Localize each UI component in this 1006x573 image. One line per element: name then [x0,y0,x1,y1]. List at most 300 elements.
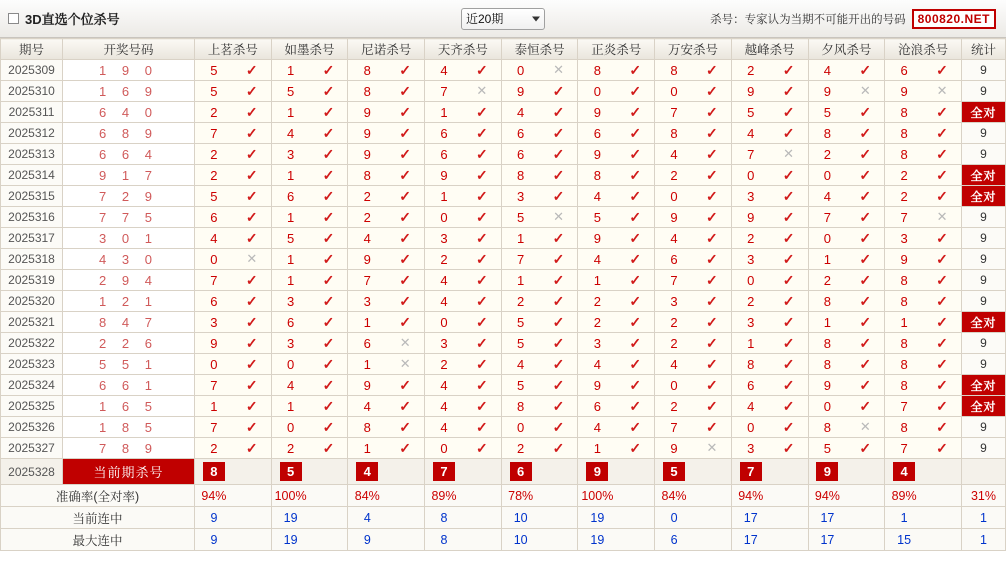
cell-kill-number: 0 [808,228,846,249]
cell-kill-number: 1 [731,333,769,354]
cell-kill-number: 8 [501,165,539,186]
hit-check-icon: ✓ [245,292,258,309]
cell-kill-number: 7 [195,270,233,291]
cell-result-mark [310,438,348,459]
cell-kill-number: 1 [271,396,309,417]
cell-kill-number: 9 [578,102,616,123]
cell-period: 2025326 [1,417,63,438]
cell-result-mark [923,228,961,249]
cell-result-mark [386,354,424,375]
cell-result-mark [310,270,348,291]
cell-kill-number: 4 [578,249,616,270]
period-select[interactable] [461,8,545,30]
hit-check-icon: ✓ [245,145,258,162]
hit-check-icon: ✓ [399,145,411,162]
cell-kill-number: 0 [655,186,693,207]
hit-check-icon: ✓ [629,61,642,78]
cell-kill-number: 7 [885,207,923,228]
cell-kill-number: 3 [731,186,769,207]
stats-value-pad [693,529,731,551]
cell-draw-numbers: 7 2 9 [63,186,195,207]
cell-result-mark [923,333,961,354]
cell-result-mark [923,123,961,144]
cell-period: 2025319 [1,270,63,291]
hit-check-icon: ✓ [936,439,948,456]
current-kill-number-badge: 8 [203,462,225,481]
kill-number-table [0,38,1006,551]
cell-kill-number: 6 [578,123,616,144]
cell-draw-numbers: 6 8 9 [63,123,195,144]
cell-kill-number: 2 [195,102,233,123]
cell-kill-number: 4 [348,228,386,249]
hit-check-icon: ✓ [399,397,411,414]
cell-kill-number: 1 [425,102,463,123]
column-header-expert-4: 泰恒杀号 [501,39,578,60]
hit-check-icon: ✓ [322,124,335,141]
hit-check-icon: ✓ [782,355,795,372]
cell-kill-number: 1 [271,165,309,186]
hit-check-icon: ✓ [552,166,565,183]
stats-value: 10 [501,529,539,551]
cell-result-mark [693,291,731,312]
period-select-value: 近20期 [466,12,504,26]
cell-result-mark [693,186,731,207]
cell-result-mark [770,60,808,81]
cell-result-mark [540,354,578,375]
cell-kill-number: 3 [655,291,693,312]
cell-total: 9 [962,438,1006,459]
cell-result-mark [616,228,654,249]
hit-check-icon: ✓ [475,439,488,456]
cell-current-blank [770,459,808,485]
cell-result-mark [233,333,271,354]
cell-kill-number: 9 [578,228,616,249]
hit-check-icon: ✓ [475,187,488,204]
cell-result-mark [233,396,271,417]
table-row [1,60,1006,81]
cell-kill-number: 4 [501,354,539,375]
stats-value-pad [923,485,961,507]
cell-result-mark [923,270,961,291]
cell-kill-number: 5 [195,186,233,207]
cell-kill-number: 2 [885,186,923,207]
cell-result-mark [386,438,424,459]
cell-draw-numbers: 1 9 0 [63,60,195,81]
cell-kill-number: 4 [731,123,769,144]
hit-check-icon: ✓ [322,166,335,183]
cell-result-mark [310,228,348,249]
stats-row [1,507,1006,529]
cell-current-blank [463,459,501,485]
cell-result-mark [540,291,578,312]
cell-current-kill-number [808,459,846,485]
stats-value: 94% [731,485,769,507]
cell-draw-numbers: 8 4 7 [63,312,195,333]
hit-check-icon: ✓ [629,292,642,309]
cell-kill-number: 4 [578,186,616,207]
hit-check-icon: ✓ [322,439,335,456]
cell-kill-number: 7 [731,144,769,165]
cell-result-mark [693,228,731,249]
cell-result-mark [463,102,501,123]
table-row [1,228,1006,249]
cell-current-kill-number [271,459,309,485]
cell-kill-number: 2 [655,312,693,333]
cell-result-mark [770,123,808,144]
hit-check-icon: ✓ [629,418,642,435]
cell-result-mark [923,60,961,81]
cell-kill-number: 9 [195,333,233,354]
cell-kill-number: 8 [885,123,923,144]
cell-kill-number: 4 [271,123,309,144]
cell-result-mark [770,312,808,333]
hit-check-icon: ✓ [706,229,718,246]
cell-current-blank [616,459,654,485]
current-kill-number-badge: 4 [893,462,915,481]
hit-check-icon: ✓ [399,187,411,204]
cell-result-mark [770,354,808,375]
cell-result-mark [463,207,501,228]
cell-result-mark [770,144,808,165]
cell-kill-number: 6 [425,144,463,165]
period-select-group[interactable] [461,8,545,30]
hit-check-icon: ✓ [859,229,872,246]
stats-value-pad [923,529,961,551]
cell-draw-numbers: 3 0 1 [63,228,195,249]
hit-check-icon: ✓ [322,355,335,372]
cell-result-mark [540,438,578,459]
cell-result-mark [310,123,348,144]
hit-check-icon: ✓ [399,313,411,330]
cell-current-blank [846,459,884,485]
cell-result-mark [540,396,578,417]
hit-check-icon: ✓ [322,292,335,309]
cell-kill-number: 8 [808,291,846,312]
cell-result-mark [540,186,578,207]
cell-result-mark [540,417,578,438]
cell-kill-number: 8 [348,60,386,81]
hit-check-icon: ✓ [706,187,718,204]
cell-result-mark [310,396,348,417]
current-kill-number-badge: 4 [356,462,378,481]
hit-check-icon: ✓ [782,103,795,120]
page-title-group [8,9,120,28]
stats-value-pad [846,529,884,551]
hit-check-icon: ✓ [859,166,872,183]
stats-row [1,485,1006,507]
stats-value: 8 [425,507,463,529]
cell-kill-number: 2 [808,144,846,165]
cell-result-mark [463,81,501,102]
cell-current-total [962,459,1006,485]
hit-check-icon: ✓ [859,250,872,267]
table-row [1,102,1006,123]
cell-kill-number: 0 [425,438,463,459]
hit-check-icon: ✓ [245,439,258,456]
hit-check-icon: ✓ [399,124,411,141]
cell-period: 2025318 [1,249,63,270]
cell-result-mark [463,186,501,207]
cell-current-blank [233,459,271,485]
hit-check-icon: ✓ [936,313,948,330]
stats-total: 1 [962,507,1006,529]
hit-check-icon: ✓ [782,313,795,330]
table-row [1,438,1006,459]
cell-kill-number: 9 [348,249,386,270]
hit-check-icon: ✓ [629,313,642,330]
hit-check-icon: ✓ [782,439,795,456]
hit-check-icon: ✓ [629,397,642,414]
cell-result-mark [923,249,961,270]
cell-kill-number: 4 [195,228,233,249]
cell-kill-number: 5 [501,312,539,333]
cell-result-mark [386,102,424,123]
cell-kill-number: 2 [195,144,233,165]
cell-kill-number: 1 [195,396,233,417]
stats-value-pad [846,485,884,507]
hit-check-icon: ✓ [859,292,872,309]
hit-check-icon: ✓ [936,418,948,435]
cell-kill-number: 8 [885,375,923,396]
cell-kill-number: 8 [885,291,923,312]
column-header-expert-7: 越峰杀号 [731,39,808,60]
miss-cross-icon: ✕ [706,440,718,455]
stats-value-pad [616,507,654,529]
cell-kill-number: 8 [655,123,693,144]
cell-result-mark [616,186,654,207]
cell-result-mark [386,249,424,270]
cell-kill-number: 8 [501,396,539,417]
cell-period: 2025314 [1,165,63,186]
hit-check-icon: ✓ [859,271,872,288]
hit-check-icon: ✓ [629,229,642,246]
cell-result-mark [540,81,578,102]
cell-result-mark [693,270,731,291]
cell-result-mark [846,207,884,228]
cell-result-mark [693,249,731,270]
header-note: 杀号：专家认为当期不可能开出的号码 [710,13,906,26]
cell-result-mark [463,333,501,354]
cell-result-mark [693,333,731,354]
cell-kill-number: 0 [655,375,693,396]
cell-kill-number: 9 [348,102,386,123]
cell-result-mark [386,396,424,417]
hit-check-icon: ✓ [859,208,872,225]
cell-period: 2025309 [1,60,63,81]
hit-check-icon: ✓ [552,82,565,99]
cell-period: 2025317 [1,228,63,249]
stats-value-pad [310,507,348,529]
cell-kill-number: 2 [655,333,693,354]
cell-result-mark [540,165,578,186]
hit-check-icon: ✓ [399,439,411,456]
cell-kill-number: 2 [425,249,463,270]
cell-result-mark [616,81,654,102]
cell-kill-number: 3 [271,333,309,354]
cell-result-mark [770,81,808,102]
hit-check-icon: ✓ [552,313,565,330]
stats-value: 19 [578,507,616,529]
cell-kill-number: 2 [578,312,616,333]
cell-kill-number: 2 [655,396,693,417]
hit-check-icon: ✓ [552,376,565,393]
cell-kill-number: 4 [425,291,463,312]
current-kill-number-badge: 6 [510,462,532,481]
cell-kill-number: 9 [885,81,923,102]
cell-kill-number: 6 [271,186,309,207]
hit-check-icon: ✓ [782,82,795,99]
hit-check-icon: ✓ [475,166,488,183]
cell-current-kill-number [195,459,233,485]
cell-kill-number: 8 [885,417,923,438]
cell-kill-number: 4 [425,417,463,438]
cell-result-mark [846,375,884,396]
cell-kill-number: 0 [501,60,539,81]
cell-result-mark [386,312,424,333]
miss-cross-icon: ✕ [553,209,564,224]
cell-kill-number: 4 [808,186,846,207]
miss-cross-icon: ✕ [476,83,488,98]
hit-check-icon: ✓ [475,313,488,330]
cell-result-mark [616,396,654,417]
hit-check-icon: ✓ [399,271,411,288]
stats-label: 准确率(全对率) [1,485,195,507]
toolbar [0,0,1006,38]
cell-kill-number: 9 [578,144,616,165]
cell-result-mark [616,333,654,354]
cell-kill-number: 6 [271,312,309,333]
hit-check-icon: ✓ [322,250,335,267]
column-header-expert-2: 尼诺杀号 [348,39,425,60]
cell-total: 9 [962,291,1006,312]
stats-value: 89% [885,485,923,507]
hit-check-icon: ✓ [859,439,872,456]
cell-kill-number: 3 [731,438,769,459]
hit-check-icon: ✓ [475,208,488,225]
cell-kill-number: 5 [808,102,846,123]
stats-value: 78% [501,485,539,507]
cell-total-allright: 全对 [962,396,1006,417]
cell-kill-number: 2 [501,291,539,312]
hit-check-icon: ✓ [859,355,872,372]
cell-result-mark [463,228,501,249]
cell-kill-number: 6 [425,123,463,144]
hit-check-icon: ✓ [475,61,488,78]
column-header-total: 统计 [962,39,1006,60]
cell-kill-number: 9 [348,144,386,165]
hit-check-icon: ✓ [782,418,795,435]
hit-check-icon: ✓ [322,82,335,99]
cell-result-mark [540,228,578,249]
cell-kill-number: 3 [271,291,309,312]
stats-value: 94% [195,485,233,507]
cell-kill-number: 1 [271,249,309,270]
current-kill-number-badge: 7 [433,462,455,481]
cell-result-mark [846,291,884,312]
cell-kill-number: 5 [731,102,769,123]
cell-result-mark [923,438,961,459]
cell-total: 9 [962,333,1006,354]
table-row [1,270,1006,291]
current-kill-number-badge: 5 [280,462,302,481]
cell-result-mark [693,375,731,396]
hit-check-icon: ✓ [859,124,872,141]
cell-kill-number: 3 [501,186,539,207]
cell-kill-number: 9 [731,81,769,102]
cell-kill-number: 7 [195,123,233,144]
hit-check-icon: ✓ [245,103,258,120]
miss-cross-icon: ✕ [859,419,871,434]
cell-period: 2025312 [1,123,63,144]
stats-label: 当前连中 [1,507,195,529]
hit-check-icon: ✓ [245,229,258,246]
cell-kill-number: 7 [348,270,386,291]
cell-kill-number: 8 [348,417,386,438]
hit-check-icon: ✓ [552,439,565,456]
hit-check-icon: ✓ [475,145,488,162]
cell-result-mark [233,102,271,123]
current-period-label: 当前期杀号 [63,459,195,485]
stats-value-pad [923,507,961,529]
hit-check-icon: ✓ [936,229,948,246]
cell-result-mark [616,375,654,396]
hit-check-icon: ✓ [782,124,795,141]
hit-check-icon: ✓ [782,271,795,288]
stats-value-pad [616,529,654,551]
cell-result-mark [616,165,654,186]
cell-draw-numbers: 1 2 1 [63,291,195,312]
cell-kill-number: 1 [348,438,386,459]
cell-total: 9 [962,270,1006,291]
checkbox-icon[interactable] [8,13,19,24]
stats-value-pad [540,507,578,529]
cell-result-mark [233,81,271,102]
cell-kill-number: 3 [271,144,309,165]
cell-period-current: 2025328 [1,459,63,485]
stats-value: 9 [195,529,233,551]
hit-check-icon: ✓ [399,229,411,246]
stats-value-pad [386,529,424,551]
hit-check-icon: ✓ [629,166,642,183]
cell-result-mark [463,123,501,144]
cell-current-kill-number [578,459,616,485]
cell-result-mark [386,417,424,438]
cell-result-mark [693,123,731,144]
cell-result-mark [310,102,348,123]
cell-kill-number: 0 [425,312,463,333]
cell-kill-number: 8 [885,333,923,354]
stats-value: 17 [808,507,846,529]
cell-kill-number: 4 [425,60,463,81]
cell-result-mark [770,396,808,417]
cell-draw-numbers: 6 4 0 [63,102,195,123]
hit-check-icon: ✓ [936,124,948,141]
hit-check-icon: ✓ [475,124,488,141]
miss-cross-icon: ✕ [553,62,564,77]
cell-result-mark [540,312,578,333]
hit-check-icon: ✓ [322,229,335,246]
current-kill-number-badge: 5 [663,462,685,481]
hit-check-icon: ✓ [629,250,642,267]
hit-check-icon: ✓ [552,292,565,309]
cell-kill-number: 9 [655,207,693,228]
hit-check-icon: ✓ [936,166,948,183]
cell-kill-number: 3 [731,249,769,270]
stats-row [1,529,1006,551]
cell-kill-number: 8 [885,144,923,165]
stats-value: 10 [501,507,539,529]
hit-check-icon: ✓ [322,61,335,78]
